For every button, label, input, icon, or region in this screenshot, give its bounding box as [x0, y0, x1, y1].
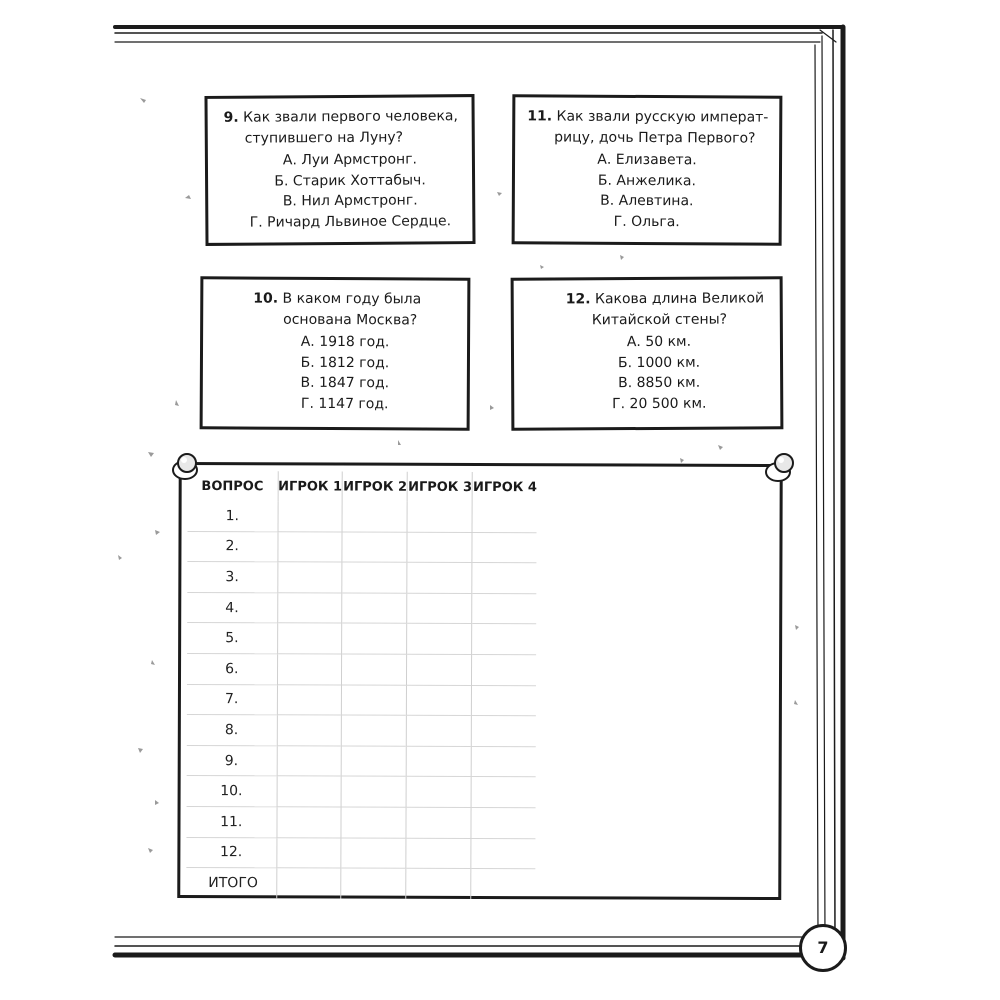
score-row — [188, 501, 537, 532]
question-card-9 — [204, 94, 475, 246]
score-cell-player-2[interactable] — [342, 654, 407, 685]
score-cell-player-2[interactable] — [342, 502, 407, 532]
answer-list — [203, 331, 467, 414]
question-number-cell: 9. — [187, 745, 277, 776]
question-number: 9. — [223, 109, 239, 126]
score-cell-player-2[interactable] — [342, 532, 407, 563]
score-cell-player-1[interactable] — [276, 837, 341, 868]
header-player-4: ИГРОК 4 — [472, 472, 537, 502]
question-number-cell: 1. — [225, 507, 240, 524]
score-cell-player-4[interactable] — [472, 654, 537, 685]
score-body — [186, 501, 537, 899]
score-cell-player-3[interactable] — [407, 685, 472, 716]
answer-option: Г. Ольга. — [613, 213, 680, 230]
score-cell-player-3[interactable] — [407, 746, 472, 777]
score-cell-player-4[interactable] — [472, 563, 537, 594]
score-grid — [186, 471, 537, 899]
score-cell-player-2[interactable] — [342, 593, 407, 624]
question-number-cell: 2. — [187, 531, 277, 562]
score-cell-player-3[interactable] — [406, 838, 471, 869]
score-cell-player-3[interactable] — [407, 715, 472, 746]
answer-option: Б. 1812 год. — [300, 354, 390, 371]
answer-list — [514, 331, 780, 414]
score-cell-player-2[interactable] — [341, 807, 406, 838]
score-cell-player-2[interactable] — [341, 838, 406, 869]
answer-option: Г. Ричард Львиное Сердце. — [249, 212, 452, 231]
score-sheet — [177, 462, 783, 900]
question-number-cell: 4. — [187, 592, 277, 623]
score-cell-player-1[interactable] — [277, 654, 342, 685]
score-row — [187, 562, 536, 594]
answer-list — [208, 149, 473, 233]
answer-option: Б. Анжелика. — [597, 172, 696, 189]
score-cell-player-4[interactable] — [471, 869, 536, 899]
score-cell-player-1[interactable] — [277, 531, 342, 562]
question-number: 12. — [565, 291, 591, 308]
pushpin-icon — [166, 446, 206, 486]
answer-option: А. 1918 год. — [300, 333, 390, 351]
answer-list — [515, 149, 779, 232]
header-player-2: ИГРОК 2 — [343, 472, 408, 502]
answer-option: А. Луи Армстронг. — [282, 151, 418, 169]
score-cell-player-2[interactable] — [342, 685, 407, 716]
answer-option: В. Нил Армстронг. — [282, 192, 418, 210]
question-text: 10. В каком году была основана Москва? — [253, 290, 422, 328]
score-cell-player-4[interactable] — [471, 777, 536, 808]
score-total-row — [186, 868, 535, 899]
question-number-cell: 6. — [187, 653, 277, 684]
question-number-cell: 3. — [187, 562, 277, 593]
score-cell-player-2[interactable] — [342, 623, 407, 654]
score-cell-player-1[interactable] — [277, 746, 342, 777]
score-row — [187, 745, 536, 777]
answer-option: Г. 1147 год. — [300, 395, 389, 412]
score-cell-player-4[interactable] — [472, 593, 537, 624]
question-card-10 — [200, 276, 471, 430]
score-row — [187, 715, 536, 747]
answer-option: В. 1847 год. — [300, 374, 390, 392]
score-row — [187, 531, 536, 563]
question-number-cell: 8. — [187, 715, 277, 746]
score-cell-player-4[interactable] — [472, 624, 537, 655]
question-number-cell: 11. — [186, 806, 276, 837]
score-cell-player-1[interactable] — [277, 715, 342, 746]
question-number: 11. — [527, 108, 553, 125]
score-header-row — [188, 471, 537, 502]
score-cell-player-3[interactable] — [407, 654, 472, 685]
score-cell-player-3[interactable] — [407, 593, 472, 624]
score-cell-player-1[interactable] — [278, 501, 343, 531]
answer-option: В. Алевтина. — [600, 192, 694, 210]
header-question: ВОПРОС — [201, 478, 264, 494]
answer-option: Б. 1000 км. — [617, 354, 701, 371]
score-cell-player-4[interactable] — [471, 807, 536, 838]
score-row — [186, 806, 535, 838]
score-cell-player-4[interactable] — [472, 685, 537, 716]
answer-option: В. 8850 км. — [618, 374, 701, 392]
score-cell-player-3[interactable] — [407, 532, 472, 563]
score-cell-player-3[interactable] — [407, 502, 472, 532]
question-number-cell: 10. — [187, 776, 277, 807]
score-row — [187, 684, 536, 716]
score-cell-player-2[interactable] — [342, 562, 407, 593]
score-cell-player-1[interactable] — [277, 776, 342, 807]
score-cell-player-1[interactable] — [277, 562, 342, 593]
question-number: 10. — [253, 290, 279, 307]
score-cell-player-1[interactable] — [276, 807, 341, 838]
score-row — [186, 837, 535, 869]
score-cell-player-2[interactable] — [342, 776, 407, 807]
page-number: 7 — [799, 924, 847, 972]
question-text: 12. Какова длина Великой Китайской стены? — [565, 290, 765, 328]
answer-option: А. 50 км. — [626, 333, 692, 351]
score-cell-player-1[interactable] — [276, 868, 341, 898]
score-cell-player-2[interactable] — [342, 715, 407, 746]
question-text: 11. Как звали русскую императ- рицу, дочь Петра Первого? — [527, 108, 769, 147]
score-cell-player-4[interactable] — [471, 838, 536, 869]
score-row — [187, 623, 536, 655]
score-cell-player-3[interactable] — [406, 777, 471, 808]
score-row — [187, 776, 536, 808]
score-cell-player-1[interactable] — [277, 593, 342, 624]
score-cell-player-3[interactable] — [406, 868, 471, 898]
answer-option: А. Елизавета. — [597, 151, 697, 169]
score-cell-player-1[interactable] — [277, 623, 342, 654]
question-number-cell: 12. — [186, 837, 276, 868]
answer-option: Б. Старик Хоттабыч. — [274, 171, 426, 189]
header-player-3: ИГРОК 3 — [408, 472, 473, 502]
score-cell-player-3[interactable] — [407, 624, 472, 655]
score-cell-player-3[interactable] — [406, 807, 471, 838]
question-card-12 — [511, 276, 784, 430]
score-cell-player-4[interactable] — [472, 746, 537, 777]
score-cell-player-1[interactable] — [277, 684, 342, 715]
question-card-11 — [512, 94, 783, 245]
answer-option: Г. 20 500 км. — [612, 395, 707, 412]
score-cell-player-2[interactable] — [342, 746, 407, 777]
score-cell-player-2[interactable] — [341, 868, 406, 898]
score-cell-player-4[interactable] — [472, 716, 537, 747]
question-number-cell: 5. — [187, 623, 277, 654]
question-number-cell: 7. — [187, 684, 277, 715]
score-cell-player-4[interactable] — [472, 532, 537, 563]
pushpin-icon — [760, 448, 800, 488]
score-row — [187, 592, 536, 624]
score-row — [187, 653, 536, 685]
question-text: 9. Как звали первого человека, ступившего на Луну? — [223, 108, 458, 147]
score-cell-player-4[interactable] — [472, 502, 537, 532]
total-label: ИТОГО — [186, 868, 276, 898]
header-player-1: ИГРОК 1 — [278, 471, 343, 501]
score-cell-player-3[interactable] — [407, 562, 472, 593]
